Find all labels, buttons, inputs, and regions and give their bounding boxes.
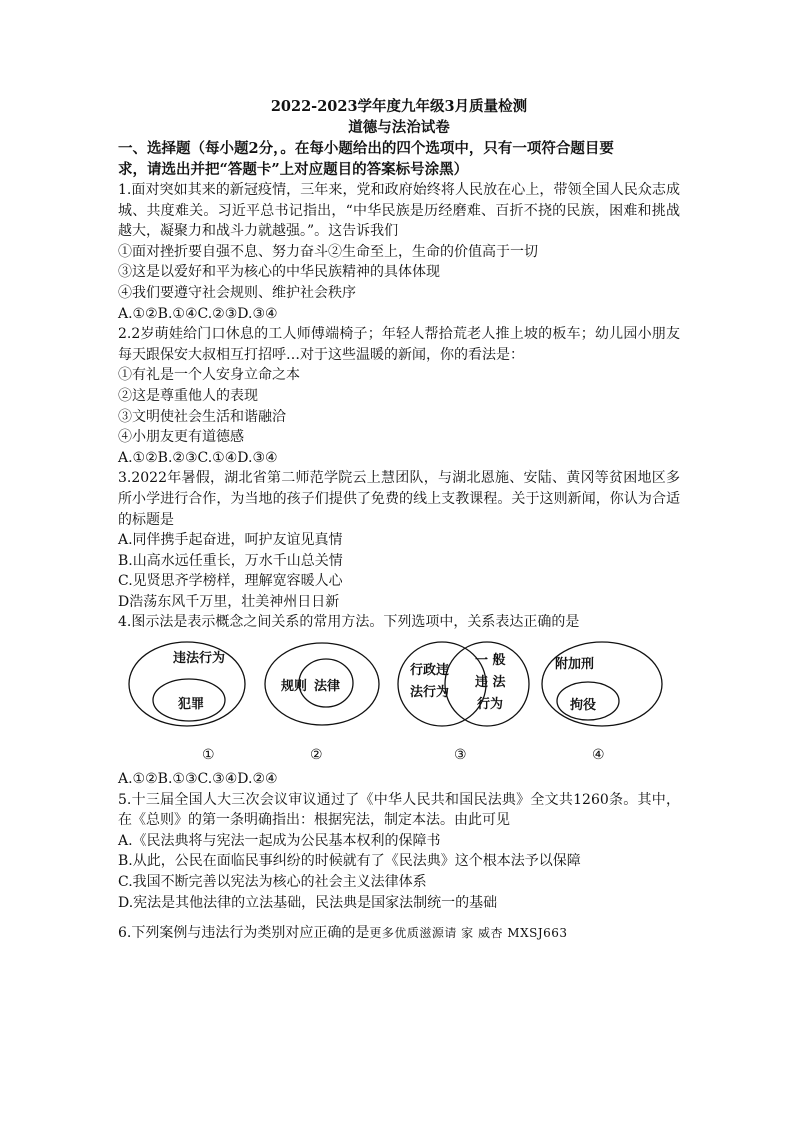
question-5-option-d: D.宪法是其他法律的立法基础，民法典是国家法制统一的基础 [118, 894, 498, 911]
section-heading-line1: 一、选择题（每小题2分，。在每小题给出的四个选项中，只有一项符合题目要 [118, 140, 614, 157]
question-1-stem: 1.面对突如其来的新冠疫情，三年来，党和政府始终将人民放在心上，带领全国人民众志成城、共度难关。习近平总书记指出，“中华民族是历经磨难、百折不挠的民族，困难和挑战越大，凝聚力和战斗力就越强。”。这告诉我们 [118, 182, 680, 240]
question-1-option-1: ①面对挫折要自强不息、努力奋斗②生命至上，生命的价值高于一切 [118, 243, 538, 260]
question-1-answers: A.①②B.①④C.②③D.③④ [118, 305, 278, 322]
exam-page [118, 96, 680, 944]
question-2-stem: 2.2岁萌娃给门口休息的工人师傅端椅子；年轻人帮拾荒老人推上坡的板车；幼儿园小朋友每天跟保安大叔相互打招呼…对于这些温暖的新闻，你的看法是： [118, 326, 680, 363]
diagram-2-number: ② [310, 747, 323, 764]
question-5-option-b: B.从此，公民在面临民事纠纷的时候就有了《民法典》这个根本法予以保障 [118, 853, 581, 870]
source-note: 更多优质滋源请 家 威杏 MXSJ663 [369, 926, 568, 941]
question-3-stem: 3.2022年暑假，湖北省第二师范学院云上慧团队，与湖北恩施、安陆、黄冈等贫困地区多所小学进行合作，为当地的孩子们提供了免费的线上支教课程。关于这则新闻，你认为合适的标题是 [118, 470, 680, 528]
diagram-4-outer-label: 附加刑 [555, 657, 595, 673]
diagram-2-inner-label: 法律 [314, 679, 341, 695]
question-3-option-a: A.同伴携手起奋进，呵护友谊见真情 [118, 532, 343, 549]
question-1-option-2: ③这是以爱好和平为核心的中华民族精神的具体体现 [118, 264, 440, 281]
diagram-4-inner-label: 拘役 [570, 698, 597, 714]
question-3-option-b: B.山高水远任重长，万水千山总关情 [118, 552, 343, 569]
diagram-1-number: ① [202, 747, 215, 764]
diagram-3-number: ③ [454, 747, 467, 764]
diagram-3-left-label-line1: 行政违 [410, 663, 450, 679]
question-4-answers: A.①②B.①③C.③④D.②④ [118, 771, 278, 788]
question-3-option-d: D浩荡东风千万里，壮美神州日日新 [118, 593, 340, 610]
diagram-3-right-label-line1: 一 般 [475, 653, 506, 669]
question-3-option-c: C.见贤思齐学榜样，理解宽容暖人心 [118, 573, 343, 590]
question-2-option-3: ③文明使社会生活和谐融洽 [118, 408, 286, 425]
question-5-option-c: C.我国不断完善以宪法为核心的社会主义法律体系 [118, 874, 427, 891]
question-2-option-1: ①有礼是一个人安身立命之本 [118, 367, 300, 384]
diagram-3-right-label-line2: 违 法 [475, 675, 506, 691]
concept-diagrams [118, 639, 680, 767]
exam-title-line1: 2022-2023学年度九年级3月质量检测 [270, 98, 528, 115]
diagram-1-outer-label: 违法行为 [173, 651, 226, 667]
question-6-line [118, 923, 680, 944]
question-6-stem: 6.下列案例与违法行为类别对应正确的是 [118, 925, 370, 942]
question-4-stem: 4.图示法是表示概念之间关系的常用方法。下列选项中，关系表达正确的是 [118, 614, 580, 631]
diagram-3-right-label-line3: 行为 [477, 697, 504, 713]
question-5-stem: 5.十三届全国人大三次会议审议通过了《中华人民共和国民法典》全文共1260条。其中，在《总则》的第一条明确指出：根据宪法，制定本法。由此可见 [118, 791, 680, 829]
section-heading-line2: 求，请选出并把“答题卡”上对应题目的答案标号涂黑） [118, 161, 469, 178]
diagram-1-inner-label: 犯罪 [178, 697, 205, 713]
diagram-3-left-label-line2: 法行为 [410, 685, 450, 701]
question-2-answers: A.①②B.②③C.①④D.③④ [118, 449, 278, 466]
diagram-4-number: ④ [592, 747, 605, 764]
question-1-option-3: ④我们要遵守社会规则、维护社会秩序 [118, 284, 356, 301]
question-5-option-a: A.《民法典将与宪法一起成为公民基本权利的保障书 [118, 832, 441, 849]
question-2-option-4: ④小朋友更有道德感 [118, 429, 244, 446]
diagram-2-outer-label: 规则 [281, 679, 308, 695]
question-2-option-2: ②这是尊重他人的表现 [118, 387, 258, 404]
exam-title-line2: 道德与法治试卷 [348, 119, 450, 136]
